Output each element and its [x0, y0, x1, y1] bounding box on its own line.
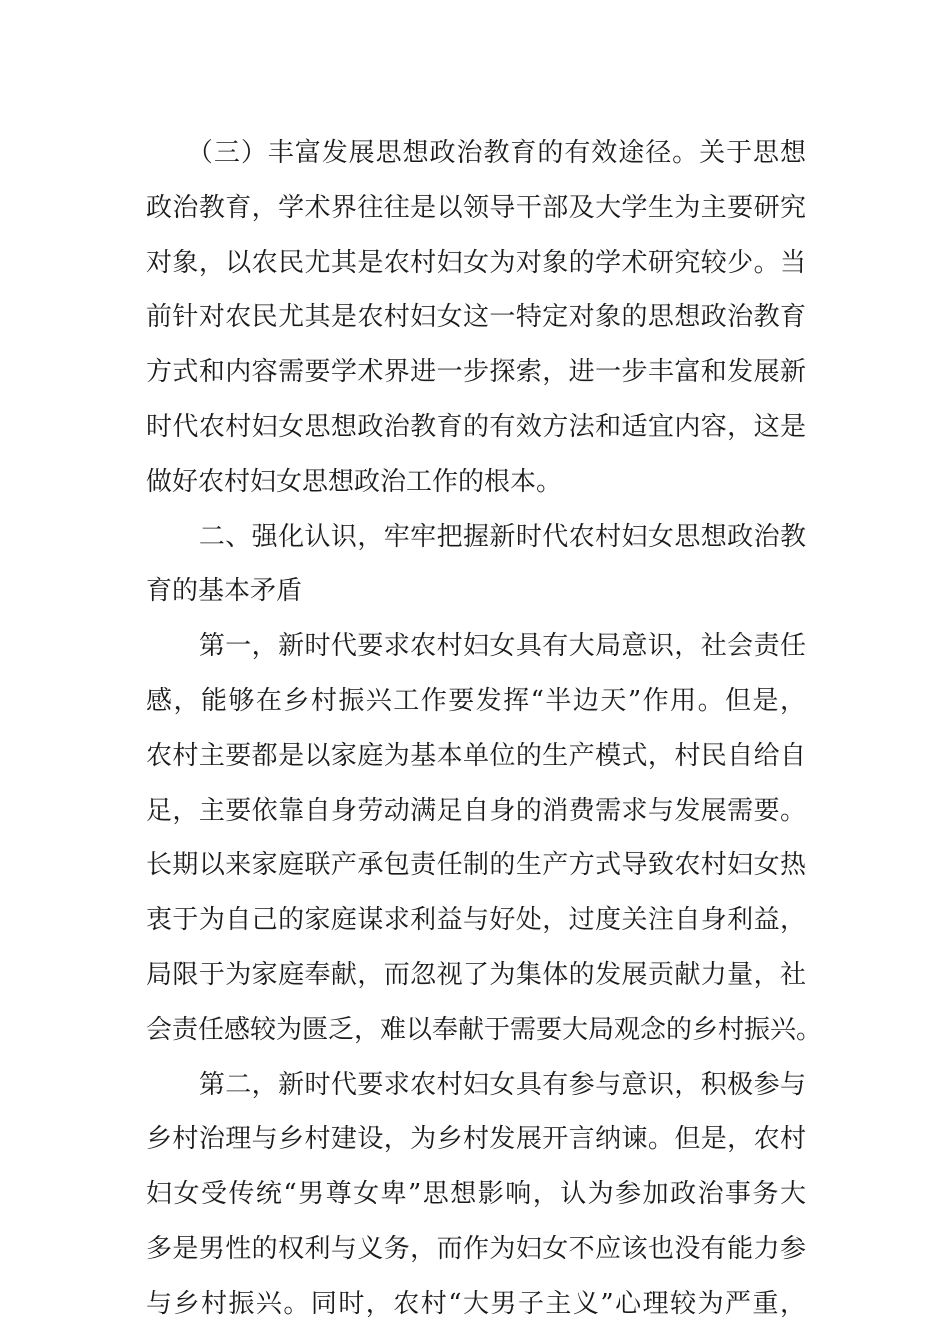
text-line: 时代农村妇女思想政治教育的有效方法和适宜内容，这是	[146, 411, 806, 442]
text-line: 感，能够在乡村振兴工作要发挥“半边天”作用。但是，	[146, 685, 806, 716]
text-line: （三）丰富发展思想政治教育的有效途径。关于思想	[146, 138, 806, 168]
text-line: 第一，新时代要求农村妇女具有大局意识，社会责任	[146, 631, 806, 662]
text-line: 衷于为自己的家庭谋求利益与好处，过度关注自身利益，	[146, 905, 806, 936]
text-line: 多是男性的权利与义务，而作为妇女不应该也没有能力参	[146, 1233, 806, 1264]
text-line: 农村主要都是以家庭为基本单位的生产模式，村民自给自	[146, 740, 806, 771]
text-line: 与乡村振兴。同时，农村“大男子主义”心理较为严重，	[146, 1288, 806, 1319]
text-line: 第二，新时代要求农村妇女具有参与意识，积极参与	[146, 1069, 806, 1100]
text-line: 二、强化认识，牢牢把握新时代农村妇女思想政治教	[146, 521, 806, 552]
text-line: 前针对农民尤其是农村妇女这一特定对象的思想政治教育	[146, 302, 806, 333]
body-text	[146, 126, 823, 1332]
text-line: 育的基本矛盾	[146, 576, 303, 607]
text-line: 方式和内容需要学术界进一步探索，进一步丰富和发展新	[146, 357, 806, 388]
text-line: 会责任感较为匮乏，难以奉献于需要大局观念的乡村振兴。	[146, 1014, 823, 1045]
text-line: 长期以来家庭联产承包责任制的生产方式导致农村妇女热	[146, 850, 806, 881]
text-line: 政治教育，学术界往往是以领导干部及大学生为主要研究	[146, 192, 806, 223]
text-line: 对象，以农民尤其是农村妇女为对象的学术研究较少。当	[146, 247, 806, 278]
text-line: 乡村治理与乡村建设，为乡村发展开言纳谏。但是，农村	[146, 1124, 806, 1155]
text-line: 做好农村妇女思想政治工作的根本。	[146, 466, 563, 497]
text-line: 足，主要依靠自身劳动满足自身的消费需求与发展需要。	[146, 795, 806, 826]
text-line: 局限于为家庭奉献，而忽视了为集体的发展贡献力量，社	[146, 959, 806, 990]
text-line: 妇女受传统“男尊女卑”思想影响，认为参加政治事务大	[146, 1179, 806, 1210]
